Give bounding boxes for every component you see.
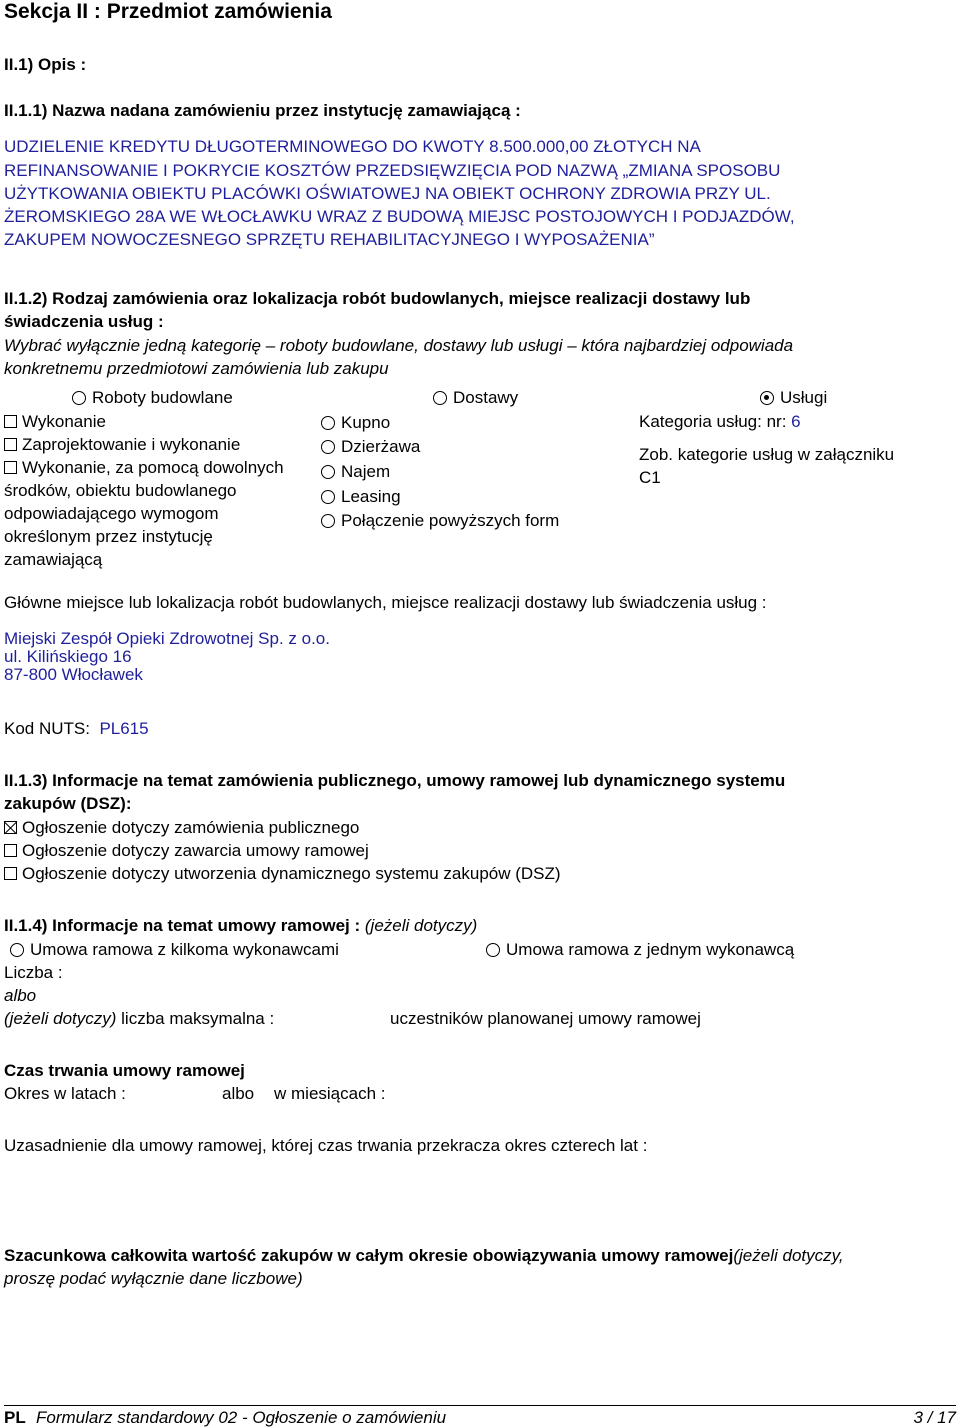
location-line: ul. Kilińskiego 16 xyxy=(4,647,132,666)
radio-label: Kupno xyxy=(341,413,391,432)
checkbox-label: Ogłoszenie dotyczy utworzenia dynamicznego systemu zakupów (DSZ) xyxy=(22,864,561,883)
nuts xyxy=(4,719,149,739)
radio-icon xyxy=(433,391,447,405)
radio-supply-purchase[interactable] xyxy=(321,413,390,433)
max-count xyxy=(4,1009,274,1029)
works-other-cont: zamawiającą xyxy=(4,550,103,569)
checkbox-label: Ogłoszenie dotyczy zawarcia umowy ramowej xyxy=(22,841,369,860)
works-other-cont: określonym przez instytucję xyxy=(4,527,213,546)
radio-icon xyxy=(321,465,335,479)
checkbox-works-design[interactable] xyxy=(4,435,240,455)
checkbox-works-execution[interactable] xyxy=(4,412,106,432)
duration-or: albo xyxy=(222,1084,255,1103)
estimate-bold: Szacunkowa całkowita wartość zakupów w całym okresie obowiązywania umowy ramowej xyxy=(4,1246,734,1265)
radio-supplies[interactable] xyxy=(433,388,518,408)
checkbox-icon xyxy=(4,844,17,857)
checkbox-checked-icon xyxy=(4,821,17,834)
participants-label: uczestników planowanej umowy ramowej xyxy=(390,1009,701,1028)
duration-heading: Czas trwania umowy ramowej xyxy=(4,1061,245,1080)
estimate-italic-cont: proszę podać wyłącznie dane liczbowe) xyxy=(4,1269,303,1288)
checkbox-icon xyxy=(4,438,17,451)
checkbox-dps[interactable] xyxy=(4,864,561,884)
heading-ii12: II.1.2) Rodzaj zamówienia oraz lokalizacja robót budowlanych, miejsce realizacji dostawy lub xyxy=(4,289,751,308)
checkbox-public-contract[interactable] xyxy=(4,818,359,838)
service-category-label: Kategoria usług: nr: xyxy=(639,412,787,431)
heading-ii14-italic: (jeżeli dotyczy) xyxy=(364,916,478,935)
footer-lang: PL xyxy=(4,1408,26,1427)
footer-divider xyxy=(4,1405,956,1406)
duration-months: w miesiącach : xyxy=(274,1084,386,1103)
works-other-cont: środków, obiektu budowlanego xyxy=(4,481,237,500)
works-other-cont: odpowiadającego wymogom xyxy=(4,504,219,523)
title-line: UDZIELENIE KREDYTU DŁUGOTERMINOWEGO DO KWOTY 8.500.000,00 ZŁOTYCH NA xyxy=(4,137,701,156)
location-line: Miejski Zespół Opieki Zdrowotnej Sp. z o.o. xyxy=(4,629,330,648)
radio-supply-lease[interactable] xyxy=(321,437,420,457)
checkbox-framework[interactable] xyxy=(4,841,369,861)
footer-page-number: 3 / 17 xyxy=(913,1408,956,1427)
justification-label: Uzasadnienie dla umowy ramowej, której czas trwania przekracza okres czterech lat : xyxy=(4,1136,648,1155)
estimate-italic: (jeżeli dotyczy, xyxy=(733,1246,844,1265)
radio-services[interactable] xyxy=(760,388,827,408)
radio-label: Leasing xyxy=(341,487,401,506)
title-line: UŻYTKOWANIA OBIEKTU PLACÓWKI OŚWIATOWEJ NA OBIEKT OCHRONY ZDROWIA PRZY UL. xyxy=(4,184,771,203)
radio-icon xyxy=(321,440,335,454)
radio-services-label: Usługi xyxy=(780,388,828,407)
radio-icon xyxy=(10,943,24,957)
radio-icon xyxy=(321,490,335,504)
heading-ii14 xyxy=(4,916,477,936)
heading-ii11: II.1.1) Nazwa nadana zamówieniu przez instytucję zamawiającą : xyxy=(4,101,521,120)
radio-icon xyxy=(321,416,335,430)
radio-icon xyxy=(321,514,335,528)
location-line: 87-800 Włocławek xyxy=(4,665,143,684)
radio-framework-many[interactable] xyxy=(10,940,339,960)
or-label: albo xyxy=(4,986,37,1005)
checkbox-works-other[interactable] xyxy=(4,458,284,478)
radio-label: Połączenie powyższych form xyxy=(341,511,560,530)
title-line: REFINANSOWANIE I POKRYCIE KOSZTÓW PRZEDSIĘWZIĘCIA POD NAZWĄ „ZMIANA SPOSOBU xyxy=(4,161,781,180)
footer-form-title: Formularz standardowy 02 - Ogłoszenie o zamówieniu xyxy=(36,1408,447,1427)
instruction-line: Wybrać wyłącznie jedną kategorię – roboty budowlane, dostawy lub usługi – która najbardziej odpowiada xyxy=(4,336,794,355)
radio-label: Umowa ramowa z kilkoma wykonawcami xyxy=(30,940,339,959)
radio-works-label: Roboty budowlane xyxy=(92,388,233,407)
duration-years: Okres w latach : xyxy=(4,1084,126,1103)
nuts-value: PL615 xyxy=(99,719,149,738)
radio-supplies-label: Dostawy xyxy=(453,388,519,407)
title-line: ZAKUPEM NOWOCZESNEGO SPRZĘTU REHABILITACYJNEGO I WYPOSAŻENIA” xyxy=(4,230,655,249)
service-category xyxy=(639,412,801,432)
radio-icon xyxy=(72,391,86,405)
heading-ii13-cont: zakupów (DSZ): xyxy=(4,794,132,813)
service-category-value: 6 xyxy=(791,412,801,431)
radio-label: Najem xyxy=(341,462,391,481)
heading-ii1: II.1) Opis : xyxy=(4,55,87,74)
count-label: Liczba : xyxy=(4,963,63,982)
heading-ii14-bold: II.1.4) Informacje na temat umowy ramowej : xyxy=(4,916,361,935)
radio-supply-leasing[interactable] xyxy=(321,487,401,507)
radio-icon xyxy=(486,943,500,957)
checkbox-icon xyxy=(4,415,17,428)
nuts-label: Kod NUTS: xyxy=(4,719,90,738)
radio-supply-combination[interactable] xyxy=(321,511,559,531)
radio-label: Dzierżawa xyxy=(341,437,421,456)
title-line: ŻEROMSKIEGO 28A WE WŁOCŁAWKU WRAZ Z BUDOWĄ MIEJSC POSTOJOWYCH I PODJAZDÓW, xyxy=(4,207,795,226)
radio-framework-one[interactable] xyxy=(486,940,794,960)
checkbox-label: Zaprojektowanie i wykonanie xyxy=(22,435,241,454)
checkbox-label: Wykonanie xyxy=(22,412,106,431)
checkbox-label: Wykonanie, za pomocą dowolnych xyxy=(22,458,284,477)
service-note-cont: C1 xyxy=(639,468,661,487)
location-label: Główne miejsce lub lokalizacja robót budowlanych, miejsce realizacji dostawy lub świadczenia usług : xyxy=(4,593,767,612)
checkbox-label: Ogłoszenie dotyczy zamówienia publicznego xyxy=(22,818,360,837)
heading-ii13: II.1.3) Informacje na temat zamówienia publicznego, umowy ramowej lub dynamicznego systemu xyxy=(4,771,786,790)
radio-selected-icon xyxy=(760,391,774,405)
max-italic: (jeżeli dotyczy) xyxy=(4,1009,117,1028)
radio-label: Umowa ramowa z jednym wykonawcą xyxy=(506,940,795,959)
heading-ii12-cont: świadczenia usług : xyxy=(4,312,164,331)
checkbox-icon xyxy=(4,461,17,474)
estimate-heading xyxy=(4,1246,844,1266)
service-note: Zob. kategorie usług w załączniku xyxy=(639,445,895,464)
checkbox-icon xyxy=(4,867,17,880)
instruction-line: konkretnemu przedmiotowi zamówienia lub zakupu xyxy=(4,359,389,378)
radio-supply-rental[interactable] xyxy=(321,462,390,482)
section-title: Sekcja II : Przedmiot zamówienia xyxy=(4,0,332,23)
max-label: liczba maksymalna : xyxy=(121,1009,275,1028)
radio-works[interactable] xyxy=(72,388,233,408)
